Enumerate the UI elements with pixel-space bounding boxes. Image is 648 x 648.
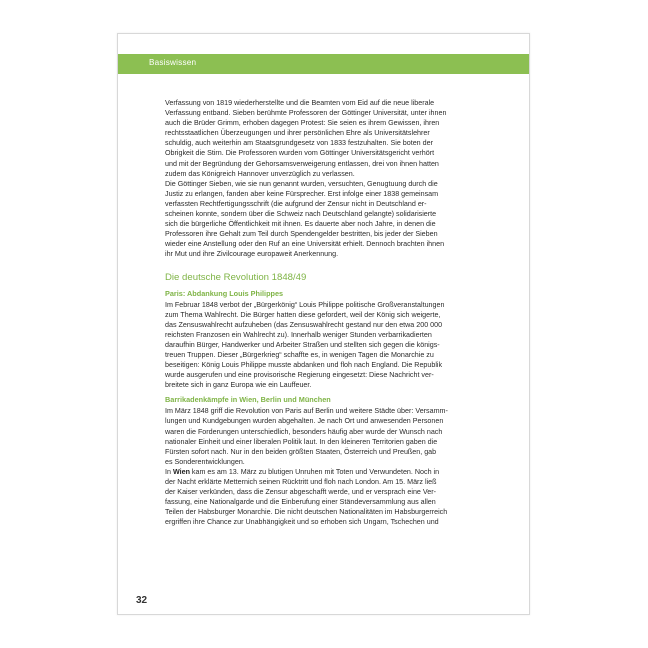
text-line: der Kaiser verkünden, dass die Zensur abgeschafft werde, und er versprach eine Ver-: [165, 488, 436, 497]
text-line: [165, 467, 496, 477]
text-line: der Nacht erklärte Metternich seinen Rücktritt und floh nach London. Am 15. März ließ: [165, 478, 437, 486]
text-line: scheinen konnte, sondern über die Schweiz nach Deutschland gelangte) solidarisierte: [165, 210, 437, 219]
document-page: [117, 33, 530, 615]
text-line: nationaler Einheit und einer liberalen Politik laut. In den kleineren Territorien gaben die: [165, 437, 438, 446]
section-title: Die deutsche Revolution 1848/49: [165, 271, 307, 283]
text-line: das Zensuswahlrecht aufzuheben (das Zensuswahlrecht gestand nur den etwa 200 000: [165, 320, 443, 329]
intro-paragraph-1: [165, 98, 496, 179]
text-line: Justiz zu erlangen, fanden aber keine Fürsprecher. Erst infolge einer 1838 gemeinsam: [165, 189, 439, 198]
text-line: schuldig, auch weiterhin am Staatsgrundgesetz von 1833 festzuhalten. Sie boten der: [165, 139, 433, 148]
text-line: beseitigen: König Louis Philippe musste abdanken und floh nach England. Die Republik: [165, 361, 443, 370]
text-line: treuen Truppen. Dieser „Bürgerkrieg“ schaffte es, in wenigen Tagen die Monarchie zu: [165, 350, 434, 359]
text-line: Verfassung entband. Sieben berühmte Professoren der Göttinger Universität, unter ihnen: [165, 109, 447, 118]
text-line: ihr Mut und ihre Zivilcourage europaweit Anerkennung.: [165, 250, 339, 259]
text-line: Obrigkeit die Stirn. Die Professoren wurden vom Göttinger Universitätsgericht verhört: [165, 149, 435, 158]
text-line: es Sonderentwicklungen.: [165, 457, 245, 466]
subsection-title-barrikaden: Barrikadenkämpfe in Wien, Berlin und München: [165, 395, 331, 405]
text-line: fassung, eine Nationalgarde und die Einberufung einer Ständeversammlung aus allen: [165, 498, 436, 507]
text-line: Verfassung von 1819 wiederherstellte und die Beamten vom Eid auf die neue liberale: [165, 99, 435, 107]
text-line: wurde ausgerufen und eine provisorische Regierung eingesetzt: Diese Nachricht ver-: [165, 371, 434, 380]
text-run: kam es am 13. März zu blutigen Unruhen mit Toten und Verwundeten. Noch in: [189, 467, 440, 476]
paris-paragraph: [165, 300, 496, 391]
text-line: zudem das Königreich Hannover unverzüglich zu verlassen.: [165, 169, 355, 178]
text-line: Teilen der Habsburger Monarchie. Die nicht deutschen Nationalitäten im Habsburgerreich: [165, 508, 448, 517]
text-line: Im Februar 1848 verbot der „Bürgerkönig“ Louis Philippe politische Großveranstaltungen: [165, 300, 445, 309]
intro-paragraph-2: [165, 179, 496, 260]
text-line: Die Göttinger Sieben, wie sie nun genannt wurden, versuchten, Genugtuung durch die: [165, 179, 438, 188]
header-bar: [118, 54, 529, 74]
text-line: verfassten Rechtfertigungsschrift (die aufgrund der Zensur nicht in Deutschland er-: [165, 199, 427, 208]
text-line: wieder eine Anstellung oder den Ruf an eine Universität erhielt. Dennoch brachten ihnen: [165, 240, 445, 249]
text-line: rechtsstaatlichen Überzeugungen und ihrer persönlichen Ehre als Universitätslehrer: [165, 129, 430, 138]
page-content: [165, 98, 496, 527]
text-line: reichsten Franzosen ein Wahlrecht zu). Innerhalb weniger Stunden verbarrikadierten: [165, 330, 432, 339]
barrikaden-paragraph-1: [165, 406, 496, 467]
text-line: auch die Brüder Grimm, erhoben dagegen Protest: Sie seien es ihrem Gewissen, ihren: [165, 119, 440, 128]
subsection-title-paris: Paris: Abdankung Louis Philippes: [165, 288, 284, 298]
text-line: Im März 1848 griff die Revolution von Paris auf Berlin und weitere Städte über: Versamm-: [165, 407, 448, 416]
barrikaden-paragraph-2: [165, 467, 496, 528]
text-line: lungen und Kundgebungen wurden abgehalten. Je nach Ort und anwesenden Personen: [165, 417, 444, 426]
text-line: Professoren ihre Gehalt zum Teil durch Spendengelder bestritten, bis jeder der Sieben: [165, 230, 438, 239]
bold-term-wien: Wien: [172, 467, 190, 476]
text-line: ergriffen ihre Chance zur Unabhängigkeit und so erhoben sich Ungarn, Tschechen und: [165, 518, 439, 527]
text-line: Fürsten sofort nach. Nur in den beiden größten Staaten, Österreich und Preußen, gab: [165, 447, 437, 456]
page-number: 32: [136, 595, 148, 606]
text-run: In: [165, 467, 173, 476]
text-line: sich die bürgerliche Öffentlichkeit mit ihnen. Es dauerte aber noch Jahre, in denen die: [165, 220, 436, 229]
text-line: breitete sich in ganz Europa wie ein Lauffeuer.: [165, 381, 312, 390]
header-label: Basiswissen: [149, 58, 197, 67]
text-line: und mit der Begründung der Gehorsamsverweigerung entlassen, drei von ihnen hatten: [165, 159, 439, 168]
text-line: waren die Forderungen unterschiedlich, besonders häufig aber wurde der Wunsch nach: [165, 427, 443, 436]
text-line: zum Thema Wahlrecht. Die Bürger hatten diese gefordert, weil der König sich weigerte,: [165, 310, 441, 319]
text-line: daraufhin Bürger, Handwerker und Arbeiter Straßen und stellten sich gegen die königs-: [165, 340, 440, 349]
